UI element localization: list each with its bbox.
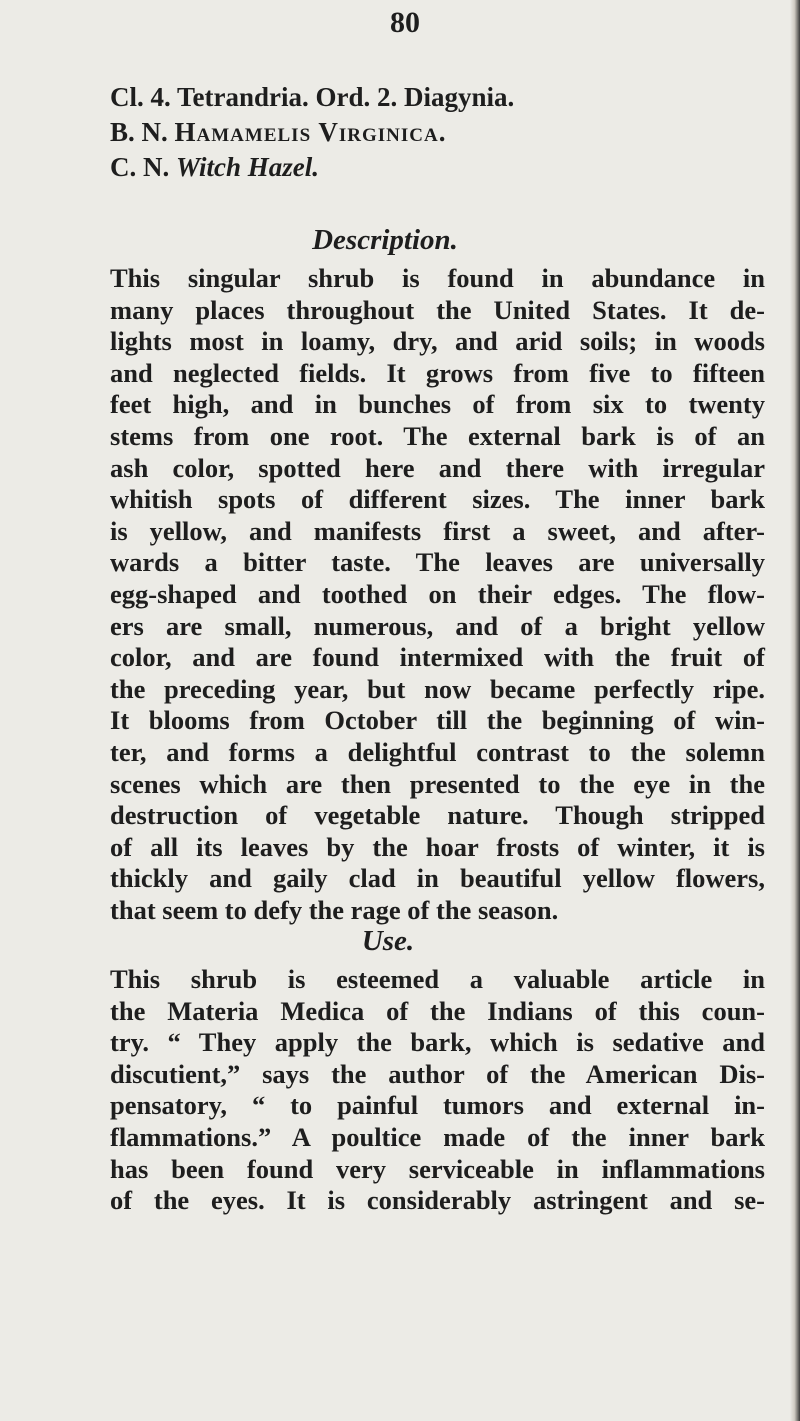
text-line: stems from one root. The external bark is of an (110, 420, 765, 451)
text-line: lights most in loamy, dry, and arid soils; in woods (110, 326, 765, 357)
text-line: ter, and forms a delightful contrast to the solemn (110, 736, 765, 767)
page-number: 80 (390, 6, 420, 39)
use-paragraph (110, 964, 765, 1217)
text-line: is yellow, and manifests first a sweet, and after- (110, 515, 765, 546)
botanical-prefix: B. N. (110, 117, 168, 147)
description-heading: Description. (312, 224, 458, 256)
page-edge-shadow (790, 0, 800, 1421)
text-line: ash color, spotted here and there with irregular (110, 452, 765, 483)
text-line: try. “ They apply the bark, which is sedative and (110, 1027, 765, 1058)
text-line: pensatory, “ to painful tumors and external in- (110, 1090, 765, 1121)
text-line: whitish spots of different sizes. The inner bark (110, 484, 765, 515)
text-line: This shrub is esteemed a valuable article in (110, 964, 765, 994)
text-line: that seem to defy the rage of the season. (110, 894, 559, 925)
class-order-line: Cl. 4. Tetrandria. Ord. 2. Diagynia. (110, 82, 515, 112)
text-line: wards a bitter taste. The leaves are universally (110, 547, 765, 578)
text-line: ers are small, numerous, and of a bright yellow (110, 610, 765, 641)
common-name: Witch Hazel. (176, 152, 320, 182)
text-line: discutient,” says the author of the American Dis- (110, 1058, 765, 1089)
text-line: has been found very serviceable in inflammations (110, 1153, 765, 1184)
text-line: This singular shrub is found in abundance in (110, 263, 765, 293)
text-line: and neglected fields. It grows from five to fifteen (110, 357, 765, 388)
text-line: feet high, and in bunches of from six to twenty (110, 389, 765, 420)
text-line: color, and are found intermixed with the fruit of (110, 642, 765, 673)
common-prefix: C. N. (110, 152, 170, 182)
text-line: the Materia Medica of the Indians of this coun- (110, 995, 765, 1026)
text-line: destruction of vegetable nature. Though stripped (110, 800, 765, 831)
text-line: flammations.” A poultice made of the inner bark (110, 1121, 765, 1152)
text-line: of all its leaves by the hoar frosts of winter, it is (110, 831, 765, 862)
text-line: It blooms from October till the beginning of win- (110, 705, 765, 736)
text-line: egg-shaped and toothed on their edges. The flow- (110, 578, 765, 609)
botanical-name-line (110, 117, 447, 148)
text-line: the preceding year, but now became perfectly ripe. (110, 673, 765, 704)
use-heading: Use. (361, 925, 415, 957)
text-line: scenes which are then presented to the eye in the (110, 768, 765, 799)
common-name-line (110, 152, 319, 183)
text-line: of the eyes. It is considerably astringent and se- (110, 1185, 765, 1216)
text-line: many places throughout the United States. It de- (110, 294, 765, 325)
description-paragraph (110, 263, 765, 926)
text-line: thickly and gaily clad in beautiful yellow flowers, (110, 863, 765, 894)
botanical-name: Hamamelis Virginica. (174, 117, 447, 147)
